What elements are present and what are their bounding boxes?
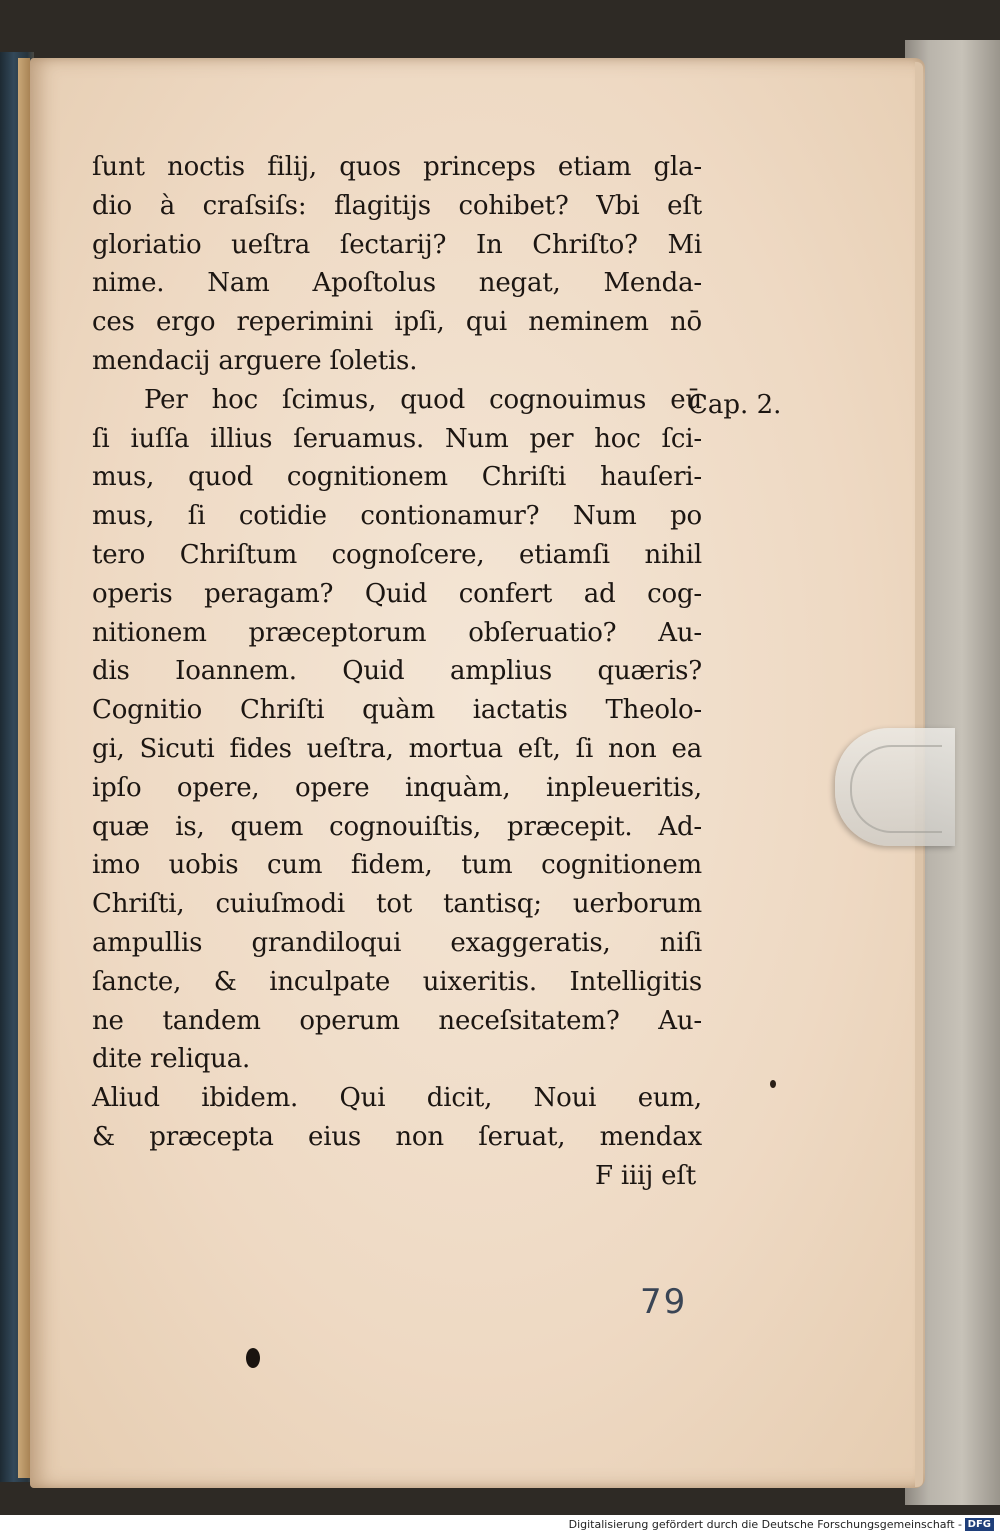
text-line: operis peragam? Quid confert ad cog‑ xyxy=(92,578,702,609)
page-clip-outline xyxy=(850,745,942,833)
text-line: gloriatio ueſtra ſectarij? In Chriſto? Mi xyxy=(92,229,702,260)
text-line: Cognitio Chriſti quàm iactatis Theolo‑ xyxy=(92,695,702,726)
dfg-logo: DFG xyxy=(965,1518,994,1531)
text-line: gi, Sicuti fides ueſtra, mortua eſt, ſi non ea xyxy=(92,733,702,764)
marginal-note: Cap. 2. xyxy=(688,390,782,420)
text-line: nime. Nam Apoſtolus negat, Menda‑ xyxy=(92,268,702,299)
text-line: dite reliqua. xyxy=(92,1044,251,1075)
text-line: mendacij arguere ſoletis. xyxy=(92,345,418,376)
page-gutter xyxy=(18,58,30,1478)
text-line: mus, ſi cotidie contionamur? Num po xyxy=(92,501,702,532)
text-line: Chriſti, cuiuſmodi tot tantisq; uerborum xyxy=(92,889,702,920)
text-line: ces ergo reperimini ipſi, qui neminem nō xyxy=(92,307,702,338)
text-line: ipſo opere, opere inquàm, inpleueritis, xyxy=(92,772,702,803)
text-line: imo uobis cum fidem, tum cognitionem xyxy=(92,850,702,881)
page-text-block xyxy=(92,148,702,1196)
text-line: dis Ioannem. Quid amplius quæris? xyxy=(92,656,702,687)
text-line: ſi iuſſa illius ſeruamus. Num per hoc ſci‑ xyxy=(92,423,702,454)
catchword-line: F iiij eſt xyxy=(594,1160,696,1191)
text-line: mus, quod cognitionem Chriſti hauſeri‑ xyxy=(92,462,702,493)
footer-credit: Digitalisierung gefördert durch die Deutsche Forschungsgemeinschaft - xyxy=(568,1518,962,1531)
folio-number: 79 xyxy=(640,1282,688,1322)
page-hole xyxy=(246,1348,260,1368)
text-line: ſancte, & inculpate uixeritis. Intelligitis xyxy=(92,966,702,997)
text-line: & præcepta eius non ſeruat, mendax xyxy=(92,1121,702,1152)
text-line: ne tandem operum neceſsitatem? Au‑ xyxy=(92,1005,702,1036)
text-line: nitionem præceptorum obſeruatio? Au‑ xyxy=(92,617,702,648)
text-line: quæ is, quem cognouiſtis, præcepit. Ad‑ xyxy=(92,811,702,842)
ink-speck xyxy=(770,1080,776,1088)
text-line: Aliud ibidem. Qui dicit, Noui eum, xyxy=(92,1083,702,1114)
text-line: tero Chriſtum cognoſcere, etiamſi nihil xyxy=(92,539,702,570)
text-line: ſunt noctis filij, quos princeps etiam gla‑ xyxy=(92,152,702,182)
text-line: Per hoc ſcimus, quod cognouimus eū xyxy=(144,384,702,415)
text-line: ampullis grandiloqui exaggeratis, niſi xyxy=(92,927,702,958)
text-line: dio à craſsiſs: flagitijs cohibet? Vbi eſt xyxy=(92,190,702,221)
